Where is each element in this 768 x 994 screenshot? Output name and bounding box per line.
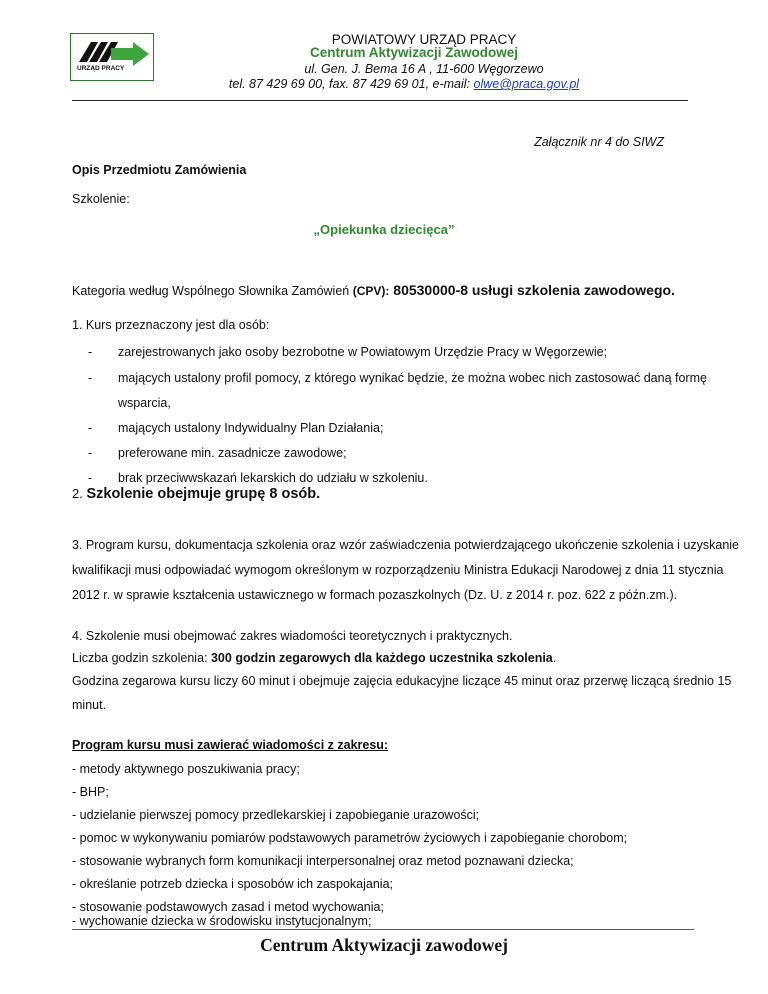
address: ul. Gen. J. Bema 16 A , 11-600 Węgorzewo: [304, 62, 544, 76]
section3-line: kwalifikacji musi odpowiadać wymogom określonym w rozporządzeniu Ministra Edukacji Narodowej z dnia 11 stycznia: [72, 563, 724, 577]
cpv-line: [72, 282, 675, 298]
program-item: - stosowanie wybranych form komunikacji interpersonalnej oraz metod poznawani dziecka;: [72, 854, 574, 868]
program-item: - udzielanie pierwszej pomocy przedlekarskiej i zapobieganie urazowości;: [72, 808, 480, 822]
training-label: Szkolenie:: [72, 192, 130, 206]
section4-intro: 4. Szkolenie musi obejmować zakres wiadomości teoretycznych i praktycznych.: [72, 629, 513, 643]
email-link[interactable]: olwe@praca.gov.pl: [473, 77, 580, 91]
hour-definition: Godzina zegarowa kursu liczy 60 minut i obejmuje zajęcia edukacyjne liczące 45 minut oraz przerwę liczącą średnio 15: [72, 674, 732, 688]
program-item: - wychowanie dziecka w środowisku instytucjonalnym;: [72, 914, 372, 928]
logo-text: URZĄD PRACY: [77, 65, 125, 72]
course-name: „Opiekunka dziecięca”: [313, 222, 455, 237]
program-item: - stosowanie podstawowych zasad i metod wychowania;: [72, 900, 384, 914]
cpv-abbr: (CPV):: [352, 284, 390, 298]
section2-text: Szkolenie obejmuje grupę 8 osób.: [86, 486, 321, 502]
list-dash: -: [88, 421, 93, 435]
program-item: - metody aktywnego poszukiwania pracy;: [72, 762, 300, 776]
list-dash: -: [88, 345, 93, 359]
list-item: mających ustalony Indywidualny Plan Działania;: [118, 421, 384, 435]
program-item: - pomoc w wykonywaniu pomiarów podstawowych parametrów życiowych i zapobieganie chorobom;: [72, 831, 628, 845]
contact-line: [20, 77, 768, 91]
hours-bold: 300 godzin zegarowych dla każdego uczestnika szkolenia: [210, 651, 553, 665]
hours-line: [72, 651, 556, 665]
list-item: brak przeciwwskazań lekarskich do udziału w szkoleniu.: [118, 471, 428, 485]
annex-label: Załącznik nr 4 do SIWZ: [534, 135, 664, 149]
cpv-prefix: Kategoria według Wspólnego Słownika Zamówień: [72, 284, 353, 298]
list-dash: -: [88, 471, 93, 485]
cpv-code: 80530000-8 usługi szkolenia zawodowego.: [389, 282, 675, 298]
program-title: Program kursu musi zawierać wiadomości z zakresu:: [72, 738, 389, 752]
hours-prefix: Liczba godzin szkolenia:: [72, 651, 211, 665]
section3-line: 2012 r. w sprawie kształcenia ustawicznego w formach pozaszkolnych (Dz. U. z 2014 r. poz. 622 z późn.zm.).: [72, 588, 678, 602]
list-item: zarejestrowanych jako osoby bezrobotne w Powiatowym Urzędzie Pracy w Węgorzewie;: [118, 345, 608, 359]
subject-title: Opis Przedmiotu Zamówienia: [72, 163, 247, 177]
section3-line: 3. Program kursu, dokumentacja szkolenia oraz wzór zaświadczenia potwierdzającego ukończenie szkolenia i uzyskanie: [72, 538, 740, 552]
contact-prefix: tel. 87 429 69 00, fax. 87 429 69 01, e-mail:: [228, 77, 474, 91]
hour-definition-continuation: minut.: [72, 698, 107, 712]
list-item: mających ustalony profil pomocy, z którego wynikać będzie, że można wobec nich zastosować daną formę: [118, 371, 707, 385]
list-item: preferowane min. zasadnicze zawodowe;: [118, 446, 347, 460]
hours-suffix: .: [552, 651, 557, 665]
section1-title: 1. Kurs przeznaczony jest dla osób:: [72, 318, 270, 332]
footer-divider: [72, 929, 694, 930]
institution-name: POWIATOWY URZĄD PRACY: [331, 32, 517, 47]
header-divider: [72, 100, 688, 101]
center-name: Centrum Aktywizacji Zawodowej: [309, 45, 519, 60]
section2: [72, 486, 320, 502]
list-item-continuation: wsparcia,: [118, 396, 171, 410]
list-dash: -: [88, 446, 93, 460]
list-dash: -: [88, 371, 93, 385]
section2-number: 2.: [72, 486, 87, 501]
program-item: - określanie potrzeb dziecka i sposobów ich zaspokajania;: [72, 877, 394, 891]
footer-text: Centrum Aktywizacji zawodowej: [260, 935, 508, 955]
program-item: - BHP;: [72, 785, 109, 799]
